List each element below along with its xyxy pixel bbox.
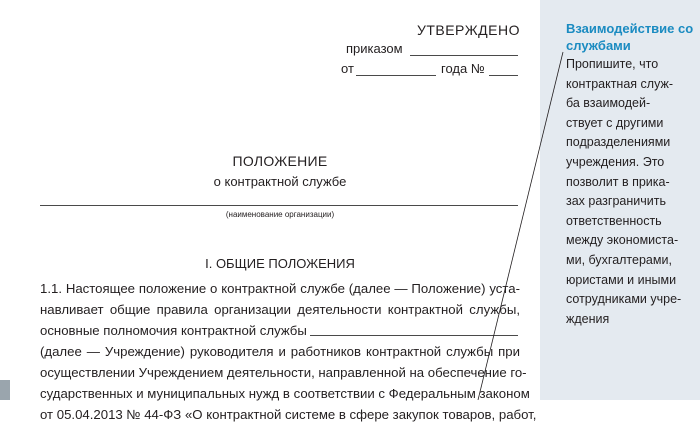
paragraph-line: сударственных и муниципальных нужд в соответствии с Федеральным законом [40,386,530,401]
document-subtitle: о контрактной службе [213,174,347,189]
date-from-label: от [341,61,354,76]
paragraph-line: осуществлении Учреждением деятельности, направленной на обеспечение го- [40,365,527,380]
sidebar-body-line: ствует с другими [566,115,664,130]
sidebar-body-line: сотрудниками учре- [566,292,682,307]
organization-caption: (наименование организации) [225,210,335,219]
paragraph-line: 1.1. Настоящее положение о контрактной службе (далее — Положение) уста- [40,281,520,296]
sidebar-body-line: подразделениями [566,135,671,150]
sidebar-body-line: ба взаимодей- [566,96,651,111]
approval-stamp: УТВЕРЖДЕНО [416,22,520,38]
paragraph-line: от 05.04.2013 № 44-ФЗ «О контрактной системе в сфере закупок товаров, работ, [40,407,537,422]
sidebar-body-line: учреждения. Это [566,154,665,169]
sidebar-body-line: контрактная служ- [566,76,673,91]
sidebar-body-line: позволит в прика- [566,174,670,189]
sidebar-body-line: ответственность [566,213,662,228]
sidebar-body-line: зах разграничить [566,194,666,209]
document-title: ПОЛОЖЕНИЕ [232,153,328,169]
paragraph-line: (далее — Учреждение) руководителя и работников контрактной службы при [40,344,520,359]
order-label: приказом [346,41,403,56]
sidebar-body-line: ждения [566,311,610,326]
paragraph-line: навливает общие правила организации деятельности контрактной службы, [40,302,520,317]
sidebar-body-line: ми, бухгалтерами, [566,252,672,267]
section-heading: I. ОБЩИЕ ПОЛОЖЕНИЯ [205,256,355,271]
year-number-label: года № [441,61,485,76]
sidebar-body-line: юристами и иными [566,272,677,287]
paragraph-line: основные полномочия контрактной службы [40,323,307,338]
sidebar-title: Взаимодействие со службами [566,21,694,53]
sidebar-body-line: между экономиста- [566,233,679,248]
sidebar-body-line: Пропишите, что [566,57,659,71]
